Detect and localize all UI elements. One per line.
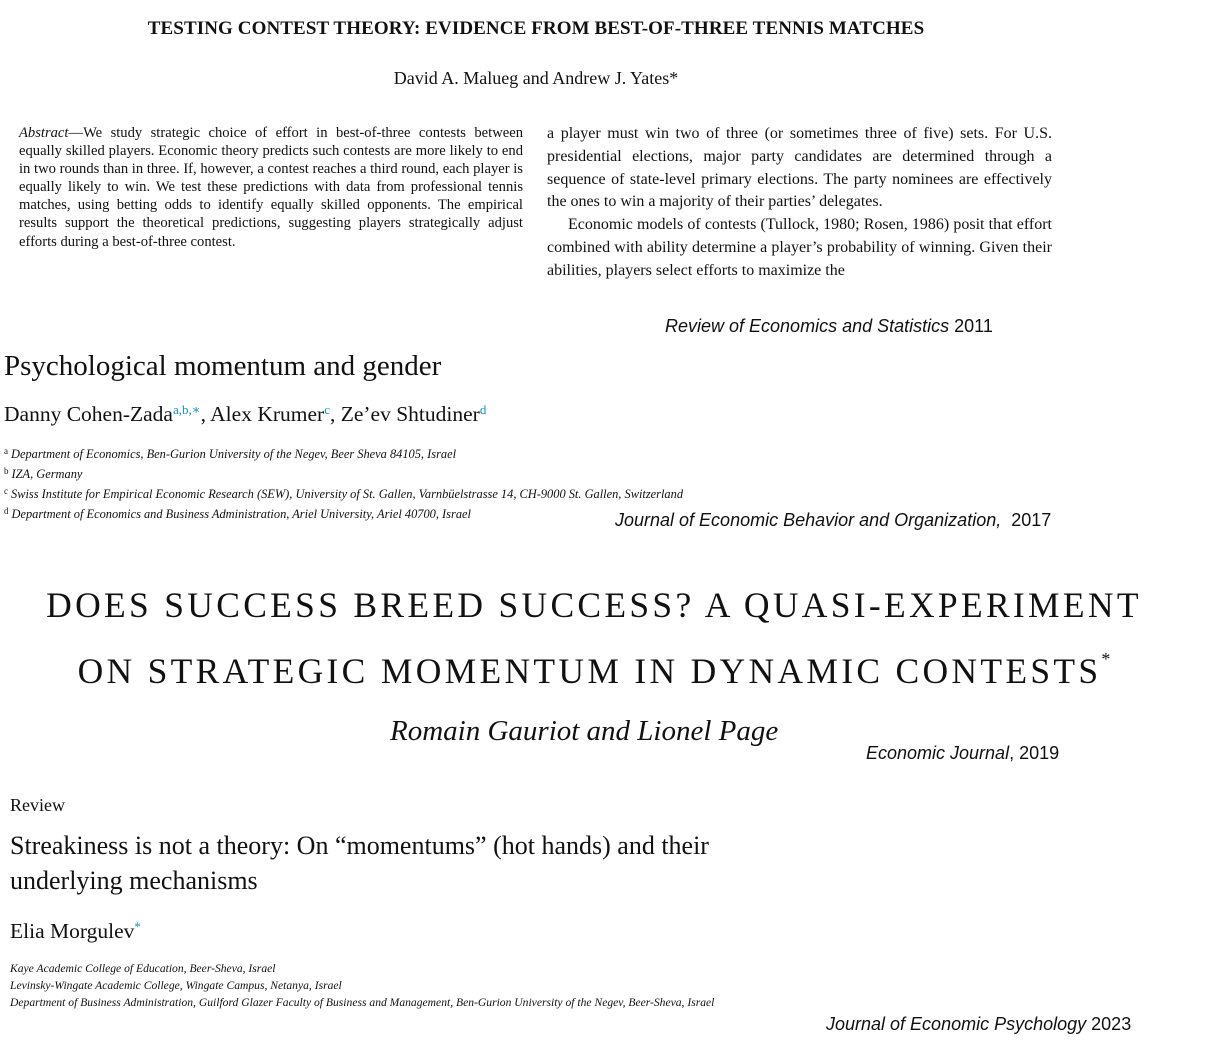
paper3-title-line2-wrap xyxy=(0,632,1188,698)
paper1-citation xyxy=(665,316,993,337)
author-affiliation-marks[interactable]: c xyxy=(324,402,330,417)
paper4-title: Streakiness is not a theory: On “momentums” (hot hands) and their underlying mechanisms xyxy=(10,831,709,895)
affiliation-mark: b xyxy=(4,466,9,476)
affiliation: Levinsky-Wingate Academic College, Wingate Campus, Netanya, Israel xyxy=(10,979,342,992)
paper4-year: 2023 xyxy=(1091,1014,1132,1034)
paper3-title-line1: DOES SUCCESS BREED SUCCESS? A QUASI-EXPERIMENT xyxy=(46,585,1142,625)
author-mark[interactable]: * xyxy=(134,919,141,934)
abstract-text: —We study strategic choice of effort in best-of-three contests between equally skilled players. Economic theory predicts such contests are more likely to end in two rounds than in three. If, however, a contest reaches a third round, each player is equally likely to win. We test these predictions with data from professional tennis matches, using betting odds to identify equally skilled opponents. The empirical results support the theoretical predictions, suggesting players strategically adjust efforts during a best-of-three contest. xyxy=(19,125,523,250)
paper1-title: TESTING CONTEST THEORY: EVIDENCE FROM BEST-OF-THREE TENNIS MATCHES xyxy=(147,18,925,39)
paper3-journal: Economic Journal xyxy=(866,743,1010,763)
paper3-authors: Romain Gauriot and Lionel Page xyxy=(390,715,779,747)
affiliation-mark: a xyxy=(4,446,8,456)
affiliation-mark: d xyxy=(4,506,9,516)
affiliation-text: Department of Economics and Business Administration, Ariel University, Ariel 40700, Israel xyxy=(11,507,471,521)
author-separator: , xyxy=(329,402,341,426)
affiliation-text: IZA, Germany xyxy=(11,467,83,481)
paper2-journal: Journal of Economic Behavior and Organization, xyxy=(615,510,1002,530)
affiliation: Kaye Academic College of Education, Beer-Sheva, Israel xyxy=(10,962,276,975)
author-affiliation-marks[interactable]: a,b,∗ xyxy=(172,402,201,417)
paper3-title xyxy=(0,578,1188,698)
author-name: Alex Krumer xyxy=(210,402,325,426)
paper2-title: Psychological momentum and gender xyxy=(4,350,442,382)
paper1-abstract xyxy=(19,124,523,251)
paper4-author xyxy=(10,919,141,944)
paper2-authors xyxy=(4,402,486,427)
author-name: Ze’ev Shtudiner xyxy=(340,402,480,426)
paper3-year: , 2019 xyxy=(1009,743,1060,763)
paper3-title-line2: ON STRATEGIC MOMENTUM IN DYNAMIC CONTESTS xyxy=(77,651,1102,691)
author-name: Danny Cohen-Zada xyxy=(4,402,173,426)
paper4-citation xyxy=(826,1014,1131,1035)
paper1-year: 2011 xyxy=(954,316,993,336)
author-name: Elia Morgulev xyxy=(10,919,135,943)
author-separator: , xyxy=(200,402,211,426)
affiliation-mark: c xyxy=(4,486,8,496)
affiliation-text: Department of Economics, Ben-Gurion University of the Negev, Beer Sheva 84105, Israel xyxy=(11,447,457,461)
paper4-affiliations xyxy=(10,960,714,1011)
author-affiliation-marks[interactable]: d xyxy=(479,402,487,417)
paper2-year: 2017 xyxy=(1011,510,1052,530)
body-paragraph-1: a player must win two of three (or sometimes three of five) sets. For U.S. presidential elections, major party candidates are determined through a sequence of state-level primary elections. The party nominees are effectively the ones to win a majority of their parties’ delegates. xyxy=(547,125,1052,211)
affiliation: Department of Business Administration, Guilford Glazer Faculty of Business and Management, Ben-Gurion University of the Negev, Beer-Sheva, Israel xyxy=(10,996,715,1009)
affiliation xyxy=(4,483,683,503)
abstract-lead: Abstract xyxy=(19,125,69,141)
paper3-citation xyxy=(866,743,1059,764)
paper4-article-type: Review xyxy=(10,795,65,815)
affiliation xyxy=(4,463,683,483)
affiliation xyxy=(4,443,683,463)
paper1-authors: David A. Malueg and Andrew J. Yates* xyxy=(393,68,679,88)
paper1-body xyxy=(547,123,1052,299)
body-paragraph-2: Economic models of contests (Tullock, 1980; Rosen, 1986) posit that effort combined with ability determine a player’s probability of winning. Given their abilities, players select efforts to maximize the xyxy=(547,216,1052,279)
paper3-title-footnote-mark[interactable]: * xyxy=(1101,649,1111,669)
affiliation xyxy=(4,503,683,523)
affiliation-text: Swiss Institute for Empirical Economic Research (SEW), University of St. Gallen, Varnbüelstrasse 14, CH-9000 St. Gallen, Switzerland xyxy=(11,487,684,501)
paper2-citation xyxy=(615,510,1051,531)
paper1-journal: Review of Economics and Statistics xyxy=(665,316,950,336)
paper2-affiliations xyxy=(4,443,683,523)
paper4-journal: Journal of Economic Psychology xyxy=(826,1014,1087,1034)
